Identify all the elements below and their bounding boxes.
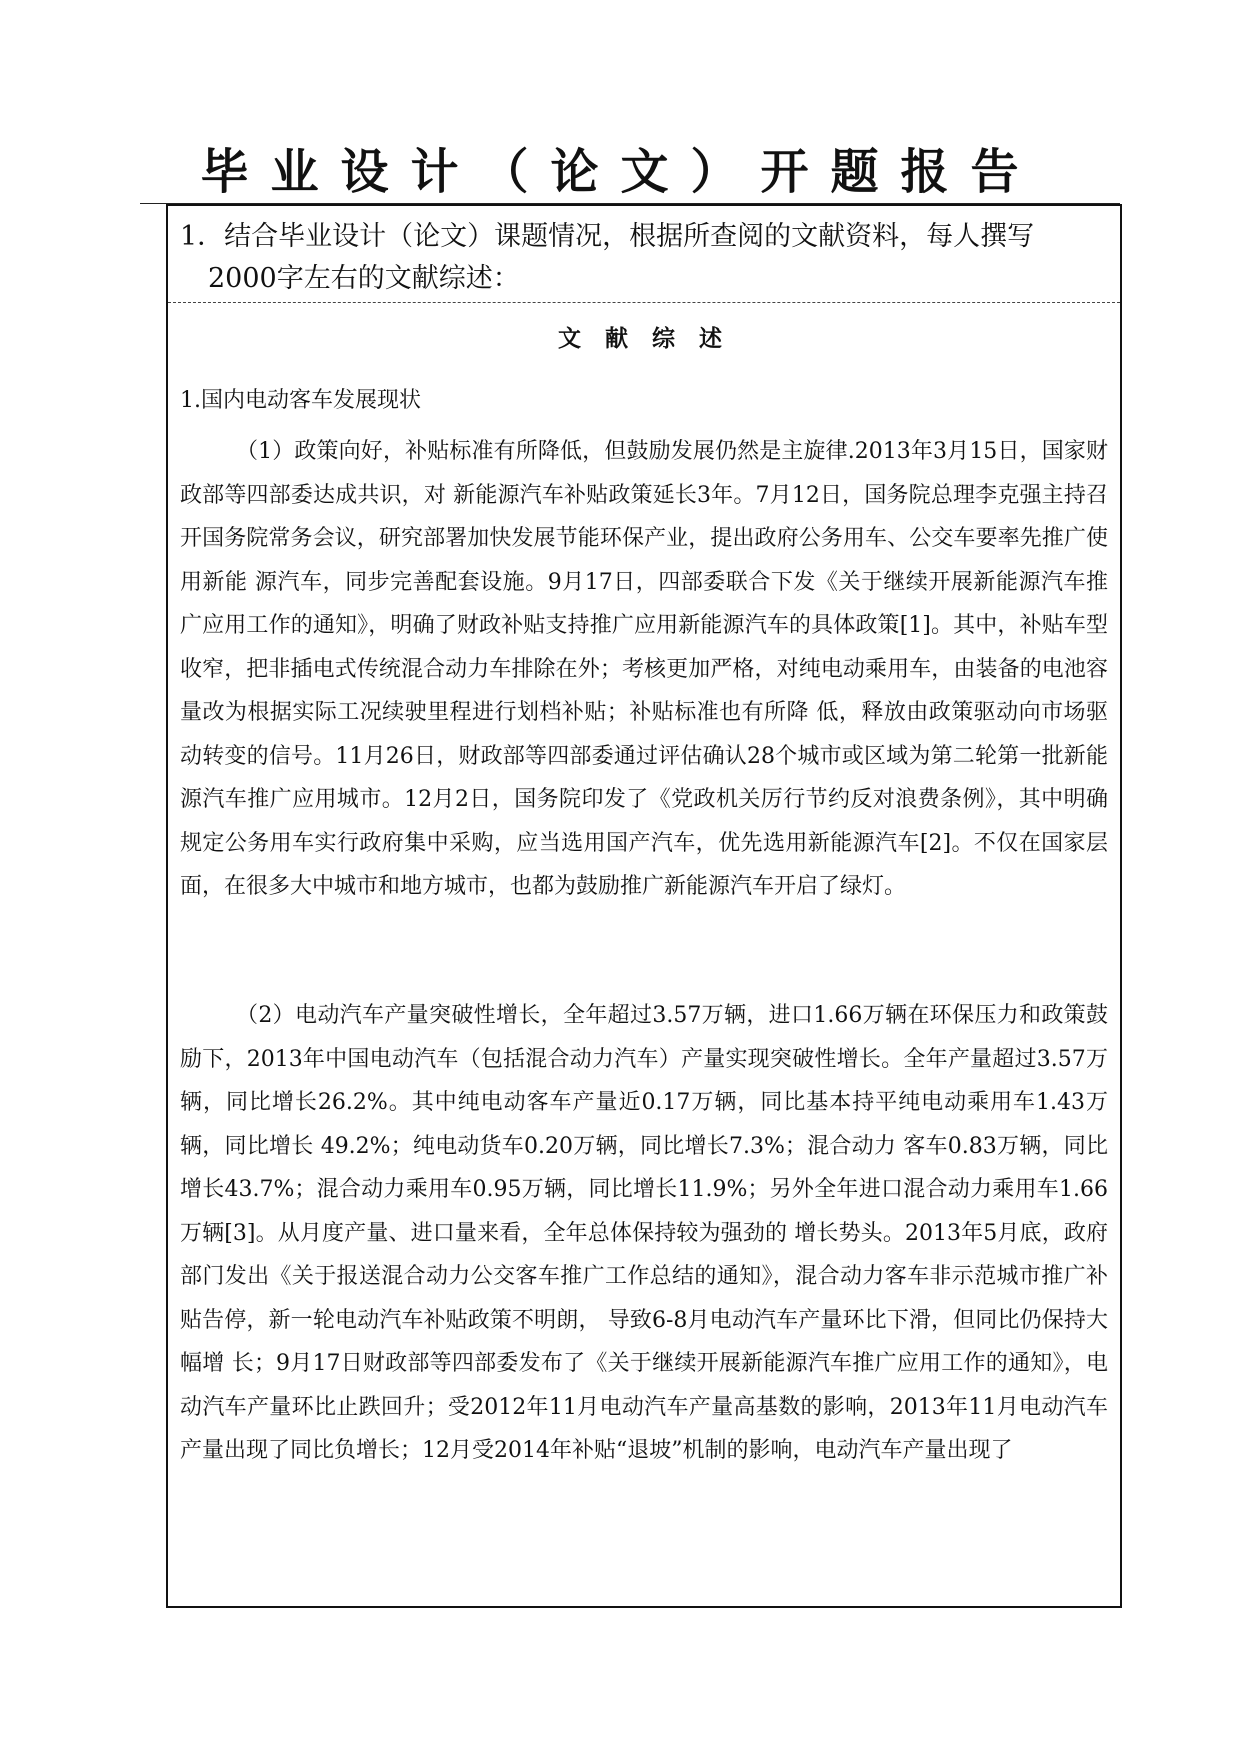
instruction-line-2: 2000字左右的文献综述： (208, 263, 520, 294)
paragraph-policy: （1）政策向好，补贴标准有所降低，但鼓励发展仍然是主旋律.2013年3月15日，国家财政部等四部委达成共识，对 新能源汽车补贴政策延长3年。7月12日，国务院总理李克强主持召开国务院常务会议，研究部署加快发展节能环保产业，提出政府公务用车、公交车要率先推广使用新能 源汽车，同步完善配套设施。9月17日，四部委联合下发《关于继续开展新能源汽车推广应用工作的通知》，明确了财政补贴支持推广应用新能源汽车的具体政策[1]。其中，补贴车型收窄，把非插电式传统混合动力车排除在外；考核更加严格，对纯电动乘用车，由装备的电池容量改为根据实际工况续驶里程进行划档补贴；补贴标准也有所降 低，释放由政策驱动向市场驱动转变的信号。11月26日，财政部等四部委通过评估确认28个城市或区域为第二轮第一批新能源汽车推广应用城市。12月2日，国务院印发了《党政机关厉行节约反对浪费条例》，其中明确规定公务用车实行政府集中采购，应当选用国产汽车，优先选用新能源汽车[2]。不仅在国家层面，在很多大中城市和地方城市，也都为鼓励推广新能源汽车开启了绿灯。 (180, 439, 1108, 899)
section-heading: 1.国内电动客车发展现状 (180, 388, 421, 413)
instruction-block (168, 206, 1120, 302)
report-frame (166, 204, 1122, 1608)
review-heading: 文 献 综 述 (557, 326, 731, 352)
page-title: 毕业设计（论文）开题报告 (200, 144, 1041, 200)
dashed-divider (168, 302, 1120, 303)
paragraph-production: （2）电动汽车产量突破性增长，全年超过3.57万辆，进口1.66万辆在环保压力和政策鼓励下，2013年中国电动汽车（包括混合动力汽车）产量实现突破性增长。全年产量超过3.57万辆，同比增长26.2%。其中纯电动客车产量近0.17万辆，同比基本持平纯电动乘用车1.43万辆，同比增长 49.2%；纯电动货车0.20万辆，同比增长7.3%；混合动力 客车0.83万辆，同比增长43.7%；混合动力乘用车0.95万辆，同比增长11.9%；另外全年进口混合动力乘用车1.66 万辆[3]。从月度产量、进口量来看，全年总体保持较为强劲的 增长势头。2013年5月底，政府部门发出《关于报送混合动力公交客车推广工作总结的通知》，混合动力客车非示范城市推广补贴告停，新一轮电动汽车补贴政策不明朗， 导致6-8月电动汽车产量环比下滑，但同比仍保持大幅增 长；9月17日财政部等四部委发布了《关于继续开展新能源汽车推广应用工作的通知》，电动汽车产量环比止跌回升；受2012年11月电动汽车产量高基数的影响，2013年11月电动汽车产量出现了同比负增长；12月受2014年补贴“退坡”机制的影响，电动汽车产量出现了 (180, 1003, 1108, 1463)
instruction-line-1: 1．结合毕业设计（论文）课题情况，根据所查阅的文献资料，每人撰写 (180, 221, 1035, 252)
